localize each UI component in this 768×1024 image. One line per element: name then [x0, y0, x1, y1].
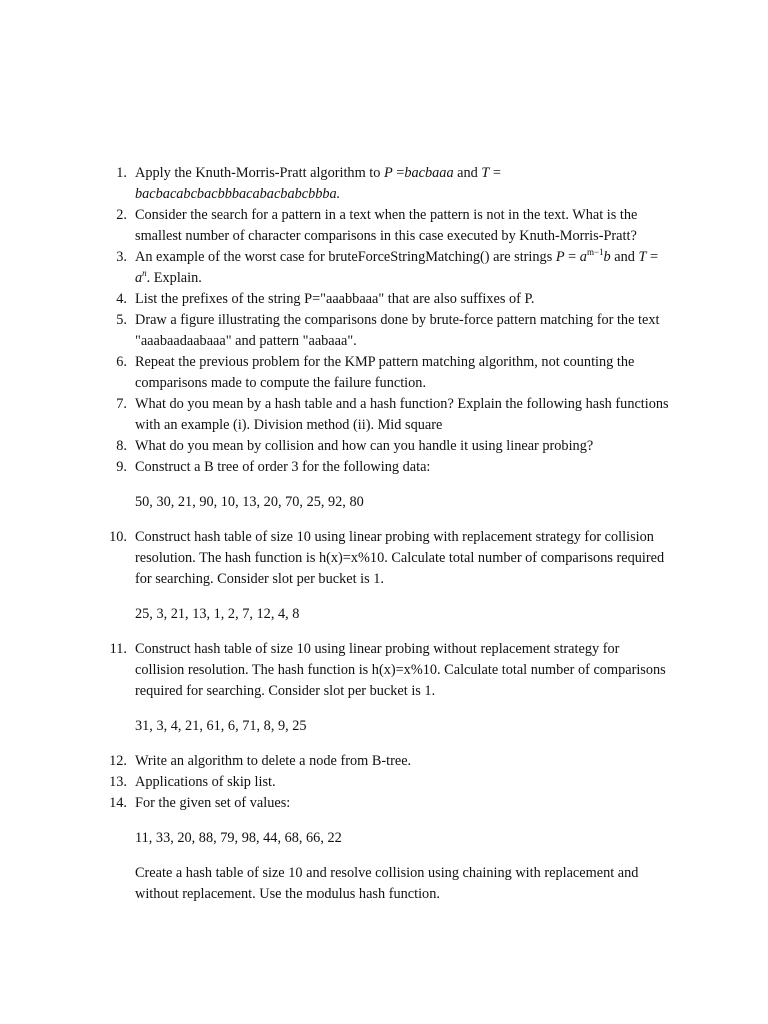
question-6 [0, 352, 670, 394]
question-number: 12. [109, 753, 127, 769]
question-2 [0, 205, 670, 247]
question-text: Construct hash table of size 10 using linear probing with replacement strategy for collision resolution. The hash function is h(x)=x%10. Calculate total number of comparisons required for searching. Consider slot per bucket is 1. [135, 529, 665, 587]
question-text: What do you mean by a hash table and a hash function? Explain the following hash functions with an example (i). Division method (ii). Mid square [135, 396, 669, 433]
question-number: 1. [116, 165, 127, 181]
question-10 [0, 527, 670, 590]
question-text: Repeat the previous problem for the KMP pattern matching algorithm, not counting the comparisons made to compute the failure function. [135, 354, 635, 391]
question-12 [0, 751, 670, 772]
question-number: 7. [116, 396, 127, 412]
question-number: 4. [116, 291, 127, 307]
question-number: 10. [109, 529, 127, 545]
question-text: An example of the worst case for bruteForceStringMatching() are strings $P = a^{m-1}b$ and $T = a^n$. Explain. [135, 247, 659, 286]
question-number: 2. [116, 207, 127, 223]
question-1 [0, 163, 670, 205]
question-number: 3. [116, 249, 127, 265]
question-list [0, 163, 768, 905]
question-4 [0, 289, 670, 310]
question-text: Applications of skip list. [135, 774, 276, 790]
question-text: For the given set of values: [135, 795, 291, 811]
question-text: What do you mean by collision and how can you handle it using linear probing? [135, 438, 594, 454]
question-8 [0, 436, 670, 457]
question-text: Construct hash table of size 10 using linear probing without replacement strategy for collision resolution. The hash function is h(x)=x%10. Calculate total number of comparisons required for searching. Consider slot per bucket is 1. [135, 641, 666, 699]
question-10-data: 25, 3, 21, 13, 1, 2, 7, 12, 4, 8 [135, 606, 300, 622]
question-number: 11. [109, 641, 127, 657]
question-11-data: 31, 3, 4, 21, 61, 6, 71, 8, 9, 25 [135, 718, 307, 734]
question-14-followup: Create a hash table of size 10 and resolve collision using chaining with replacement and without replacement. Use the modulus hash function. [135, 865, 639, 902]
question-text: Consider the search for a pattern in a text when the pattern is not in the text. What is the smallest number of character comparisons in this case executed by Knuth-Morris-Pratt? [135, 207, 638, 244]
question-text: List the prefixes of the string P="aaabbaaa" that are also suffixes of P. [135, 291, 535, 307]
question-number: 14. [109, 795, 127, 811]
question-text: Apply the Knuth-Morris-Pratt algorithm to P =bacbaaa and T = bacbacabcbacbbbacabacbabcbbba. [135, 165, 501, 202]
question-number: 5. [116, 312, 127, 328]
question-text: Draw a figure illustrating the comparisons done by brute-force pattern matching for the text "aaabaadaabaaa" and pattern "aabaaa". [135, 312, 660, 349]
question-7 [0, 394, 670, 436]
question-14 [0, 793, 670, 814]
question-14-data: 11, 33, 20, 88, 79, 98, 44, 68, 66, 22 [135, 830, 342, 846]
question-number: 9. [116, 459, 127, 475]
question-11 [0, 639, 670, 702]
question-9 [0, 457, 670, 478]
question-number: 6. [116, 354, 127, 370]
question-5 [0, 310, 670, 352]
question-9-data: 50, 30, 21, 90, 10, 13, 20, 70, 25, 92, 80 [135, 494, 364, 510]
question-text: Construct a B tree of order 3 for the following data: [135, 459, 431, 475]
question-number: 13. [109, 774, 127, 790]
question-3 [0, 247, 670, 289]
question-number: 8. [116, 438, 127, 454]
question-13 [0, 772, 670, 793]
question-text: Write an algorithm to delete a node from B-tree. [135, 753, 412, 769]
